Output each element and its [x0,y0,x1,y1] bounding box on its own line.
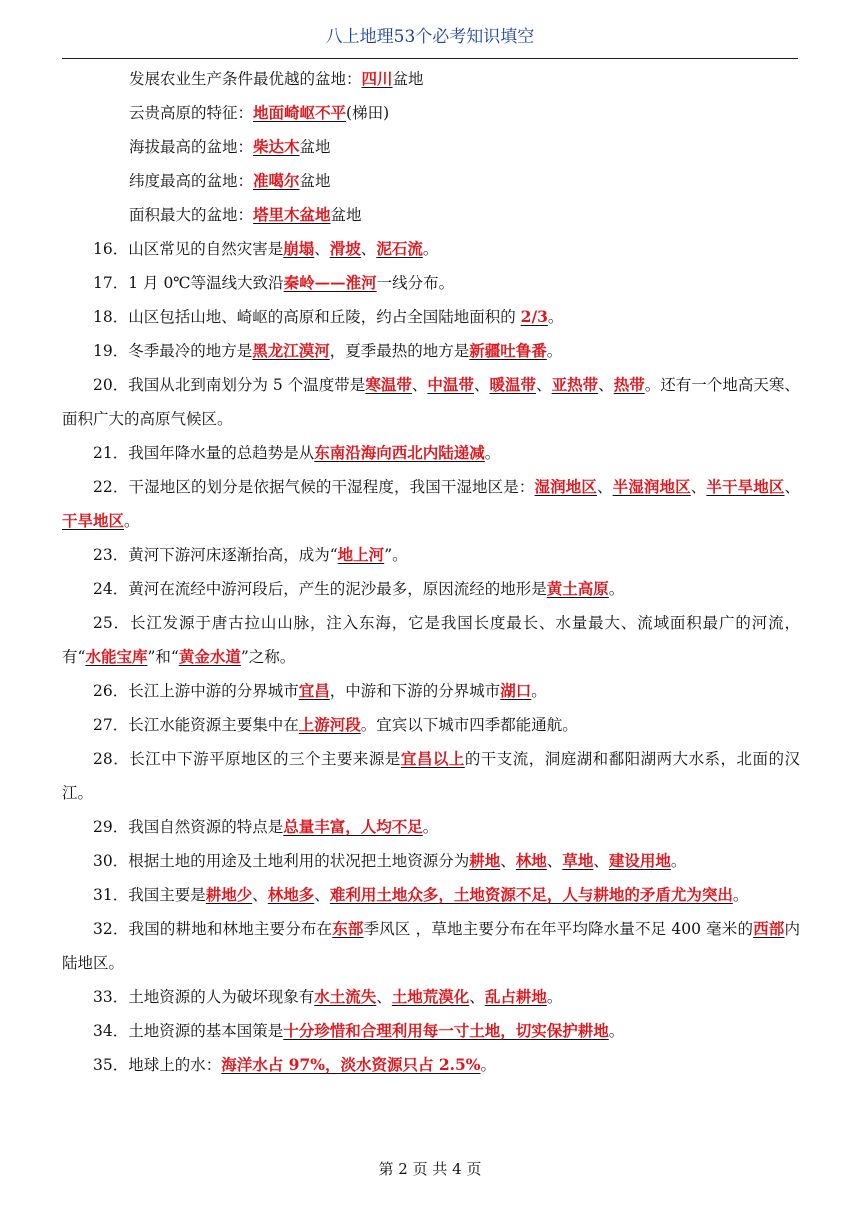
question-text: 。 [124,512,140,530]
answer-text: 西部 [753,919,785,938]
answer-text: 建设用地 [608,851,671,870]
question-item [62,232,800,266]
question-text: ”。 [384,546,408,564]
question-text: 山区常见的自然灾害是 [128,240,284,258]
answer-text: 崩塌 [283,239,315,258]
question-text: 、 [598,376,614,394]
question-text: 、 [314,240,330,258]
page-footer: 第 2 页 共 4 页 [378,1160,482,1178]
question-text: 黄河在流经中游河段后，产生的泥沙最多，原因流经的地形是 [128,580,547,598]
question-text: 。 [546,988,563,1006]
question-text: 盆地 [330,206,362,224]
answer-text: 水土流失 [314,987,377,1006]
answer-text: 林地多 [267,885,315,904]
answer-text: 耕地少 [205,885,253,904]
answer-text: 黑龙江漠河 [252,341,330,360]
answer-text: 草地 [562,851,594,870]
question-text: 、 [536,376,552,394]
question-text: 内陆地区。 [62,920,800,972]
question-text: 、 [500,852,516,870]
item-number: 20． [93,376,129,394]
item-number: 31． [93,886,129,904]
question-text: 。还有一个地高天寒、面积广大的高原气候区。 [62,376,800,428]
question-text: 、 [252,886,268,904]
question-text: 我国从北到南划分为 5 个温度带是 [128,376,366,394]
answer-text: 黄土高原 [546,579,609,598]
intro-line [62,130,800,164]
question-item [62,912,800,980]
item-number: 29． [93,818,129,836]
question-text: 盆地 [299,172,331,190]
item-number: 16． [93,240,129,258]
question-item [62,368,800,436]
item-number: 19． [93,342,129,360]
question-text: 季风区 ，草地主要分布在年平均降水量不足 400 毫米的 [363,920,754,938]
question-text: 、 [469,988,485,1006]
question-text: 发展农业生产条件最优越的盆地： [129,70,362,88]
item-number: 21． [93,444,129,462]
answer-text: 乱占耕地 [484,987,547,1006]
question-text: 我国自然资源的特点是 [128,818,284,836]
item-number: 33． [93,988,129,1006]
question-text: 土地资源的基本国策是 [128,1022,284,1040]
item-number: 18． [93,308,129,326]
question-text: 。 [732,886,749,904]
question-text: 。 [531,682,547,700]
question-text: 根据土地的用途及土地利用的状况把土地资源分为 [128,852,470,870]
question-item [62,1048,800,1082]
item-number: 34． [93,1022,129,1040]
question-item [62,878,800,912]
answer-text: 总量丰富，人均不足 [283,817,423,836]
intro-line [62,96,800,130]
answer-text: 地上河 [337,545,385,564]
question-text: ，中游和下游的分界城市 [329,682,501,700]
question-text: 盆地 [299,138,331,156]
question-text: 、 [314,886,330,904]
answer-text: 干旱地区 [62,511,125,530]
answer-text: 泥石流 [376,239,423,258]
answer-text: 上游河段 [298,715,361,734]
question-text: ”和“ [147,648,179,666]
answer-text: 暖温带 [489,375,537,394]
item-number: 35． [93,1056,129,1074]
answer-text: 准噶尔 [253,171,300,190]
answer-text: 湿润地区 [534,477,598,496]
answer-text: 十分珍惜和合理利用每一寸土地，切实保护耕地 [283,1021,609,1040]
question-text: 。 [547,308,564,326]
question-text: 、 [597,478,613,496]
answer-text: 中温带 [427,375,474,394]
question-text: 、 [360,240,377,258]
answer-text: 滑坡 [329,239,361,258]
answer-text: 林地 [515,851,547,870]
item-number: 27． [93,716,129,734]
answer-text: 半湿润地区 [612,477,691,496]
answer-text: 水能宝库 [85,647,148,666]
question-text: 云贵高原的特征： [129,104,254,122]
question-text: (梯田) [346,104,390,122]
answer-text: 东部 [332,919,364,938]
question-item [62,266,800,300]
question-text: 、 [473,376,490,394]
question-item [62,470,800,538]
answer-text: 耕地 [469,851,501,870]
item-number: 17． [93,274,129,292]
question-item [62,708,800,742]
question-text: 面积最大的盆地： [129,206,254,224]
question-item [62,980,800,1014]
question-text: 、 [546,852,563,870]
answer-text: 亚热带 [551,375,599,394]
question-text: 长江发源于唐古拉山山脉，注入东海，它是我国长度最长、水量最大、流域面积最广的河流，有“ [62,614,800,666]
item-number: 28． [93,750,130,768]
question-text: 。 [670,852,687,870]
question-text: 、 [376,988,392,1006]
answer-text: 热带 [613,375,645,394]
question-text: 。 [608,1022,625,1040]
question-text: 。 [480,1056,497,1074]
question-item [62,1014,800,1048]
question-text: ，夏季最热的地方是 [329,342,470,360]
question-text: 。 [422,818,439,836]
intro-line [62,198,800,232]
question-text: 干湿地区的划分是依据气候的干湿程度，我国干湿地区是： [128,478,535,496]
answer-text: 宜昌 [298,681,330,700]
question-text: 。 [422,240,439,258]
question-text: 海拔最高的盆地： [129,138,254,156]
answer-text: 湖口 [500,681,532,700]
answer-text: 四川 [361,69,393,88]
answer-text: 新疆吐鲁番 [469,341,547,360]
question-text: 1 月 0℃等温线大致沿 [128,274,284,292]
question-item [62,844,800,878]
question-text: 盆地 [392,70,424,88]
question-text: 黄河下游河床逐渐抬高，成为“ [128,546,338,564]
question-text: 土地资源的人为破坏现象有 [128,988,315,1006]
question-item [62,300,800,334]
intro-line [62,62,800,96]
question-text: 、 [784,478,800,496]
answer-text: 宜昌以上 [400,749,465,768]
item-number: 30． [93,852,129,870]
item-number: 25． [93,614,130,632]
question-text: 长江中下游平原地区的三个主要来源是 [129,750,401,768]
question-item [62,674,800,708]
question-text: 地球上的水： [128,1056,222,1074]
question-item [62,572,800,606]
answer-text: 2/3 [520,307,548,326]
question-item [62,538,800,572]
answer-text: 东南沿海向西北内陆递减 [314,443,485,462]
answer-text: 柴达木 [253,137,300,156]
document-body [62,62,800,1082]
answer-text: 地面崎岖不平 [253,103,347,122]
question-text: 、 [690,478,707,496]
intro-line [62,164,800,198]
question-item [62,742,800,810]
question-text: 、 [593,852,609,870]
question-text: 一线分布。 [376,274,455,292]
answer-text: 土地荒漠化 [391,987,470,1006]
question-text: 我国的耕地和林地主要分布在 [128,920,333,938]
question-text: 我国主要是 [128,886,206,904]
item-number: 24． [93,580,129,598]
question-text: 。 [608,580,625,598]
answer-text: 塔里木盆地 [253,205,331,224]
answer-text: 寒温带 [365,375,412,394]
question-text: 纬度最高的盆地： [129,172,254,190]
item-number: 23． [93,546,129,564]
document-title: 八上地理53个必考知识填空 [325,27,535,47]
answer-text: 海洋水占 97%，淡水资源只占 2.5% [221,1055,481,1074]
question-text: ”之称。 [240,648,296,666]
question-text: 。 [484,444,501,462]
question-text: 长江上游中游的分界城市 [128,682,299,700]
answer-text: 秦岭——淮河 [283,273,377,292]
answer-text: 难利用土地众多，土地资源不足，人与耕地的矛盾尤为突出 [329,885,733,904]
question-text: 山区包括山地、崎岖的高原和丘陵，约占全国陆地面积的 [128,308,521,326]
item-number: 26． [93,682,129,700]
item-number: 32． [93,920,129,938]
page-header [62,22,798,59]
question-item [62,810,800,844]
item-number: 22． [93,478,129,496]
question-text: 、 [411,376,428,394]
question-item [62,436,800,470]
answer-text: 黄金水道 [178,647,241,666]
question-text: 我国年降水量的总趋势是从 [128,444,315,462]
answer-text: 半干旱地区 [706,477,785,496]
question-item [62,334,800,368]
question-text: 冬季最冷的地方是 [128,342,253,360]
question-text: 。宜宾以下城市四季都能通航。 [360,716,578,734]
question-text: 。 [546,342,563,360]
question-text: 长江水能资源主要集中在 [128,716,299,734]
question-item [62,606,800,674]
question-text: 的干支流，洞庭湖和鄱阳湖两大水系，北面的汉江。 [62,750,800,802]
